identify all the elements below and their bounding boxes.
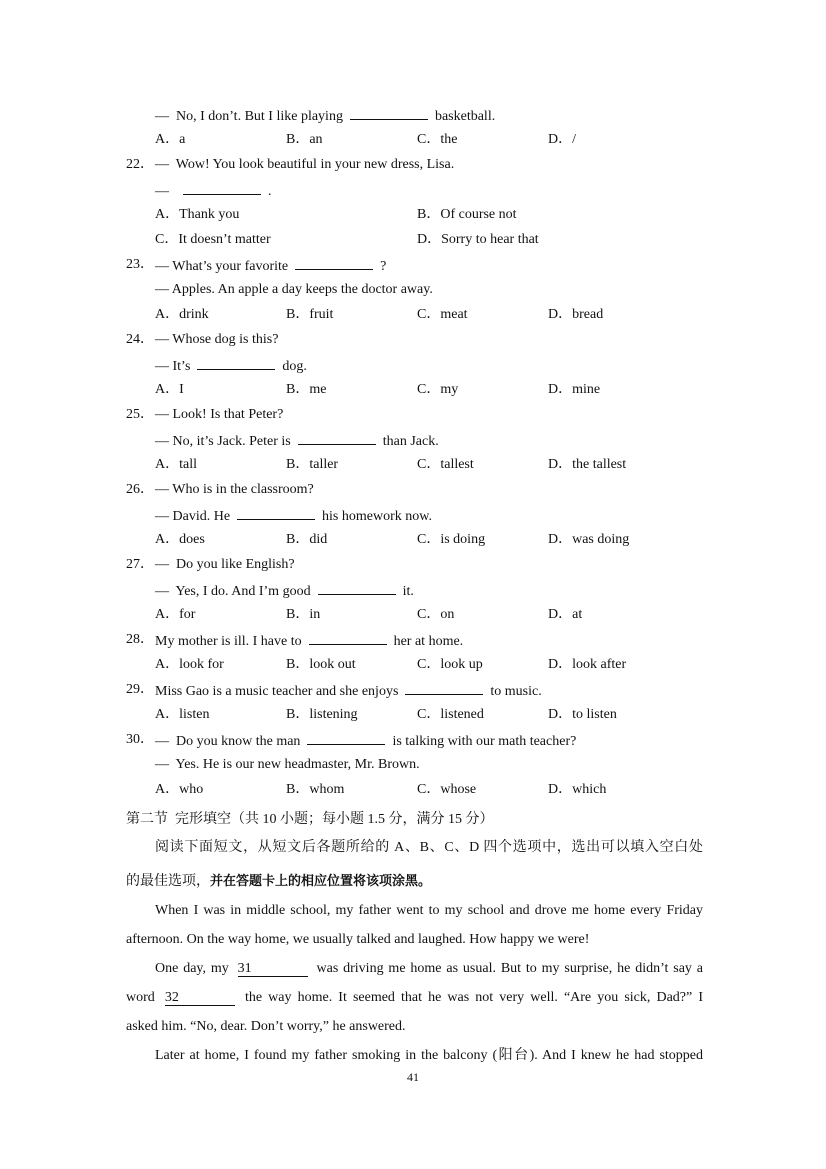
answer-option: A．for <box>155 607 196 622</box>
text-segment: than Jack. <box>382 434 439 449</box>
question-text <box>155 755 420 775</box>
answer-option: C．listened <box>417 707 484 722</box>
text-segment: When I was in middle school, my father went to my school and drove me home every Friday <box>155 903 703 918</box>
text-segment: her at home. <box>393 634 464 649</box>
text-segment: — Do you know the man <box>155 734 301 749</box>
passage-line <box>155 1046 703 1066</box>
answer-option: A．Thank you <box>155 207 240 222</box>
answer-blank <box>237 505 315 520</box>
text-segment: — Whose dog is this? <box>155 332 279 347</box>
page-number: 41 <box>407 1070 419 1084</box>
instruction-emphasis: 并在答题卡上的相应位置将该项涂黑。 <box>210 874 432 889</box>
answer-option: A．tall <box>155 457 197 472</box>
question-text <box>155 255 386 277</box>
text-segment: — Do you like English? <box>155 557 295 572</box>
text-segment: — No, it’s Jack. Peter is <box>155 434 291 449</box>
text-segment: — Yes. He is our new headmaster, Mr. Brown. <box>155 757 420 772</box>
question-number: 26． <box>126 482 154 497</box>
text-segment: — Look! Is that Peter? <box>155 407 284 422</box>
text-segment: ? <box>380 259 387 274</box>
text-segment: word <box>126 990 161 1005</box>
answer-option: B．in <box>286 607 321 622</box>
answer-option: C．It doesn’t matter <box>155 232 271 247</box>
question-number: 29． <box>126 682 154 697</box>
answer-option: D．to listen <box>548 707 617 722</box>
text-segment: . <box>268 184 272 199</box>
passage-line <box>155 959 703 979</box>
text-segment: — Wow! You look beautiful in your new dress, Lisa. <box>155 157 455 172</box>
text-segment: the way home. It seemed that he was not very well. “Are you sick, Dad?” I <box>238 990 703 1005</box>
question-text <box>155 355 307 377</box>
answer-blank <box>405 680 483 695</box>
answer-option: C．meat <box>417 307 468 322</box>
answer-blank <box>183 180 261 195</box>
answer-blank <box>309 630 387 645</box>
question-text <box>155 430 439 452</box>
answer-option: B．fruit <box>286 307 334 322</box>
answer-option: D．/ <box>548 132 576 147</box>
text-segment: — Yes, I do. And I’m good <box>155 584 311 599</box>
text-segment: — Who is in the classroom? <box>155 482 314 497</box>
answer-option: B．taller <box>286 457 339 472</box>
answer-option: C．look up <box>417 657 483 672</box>
answer-option: B．whom <box>286 782 345 797</box>
answer-option: C．is doing <box>417 532 486 547</box>
question-text <box>155 105 495 127</box>
section-heading: 第二节 完形填空（共 10 小题；每小题 1.5 分，满分 15 分） <box>126 812 494 827</box>
answer-option: A．I <box>155 382 184 397</box>
text-segment: — No, I don’t. But I like playing <box>155 109 343 124</box>
text-segment: his homework now. <box>322 509 432 524</box>
text-segment: My mother is ill. I have to <box>155 634 302 649</box>
answer-option: A．listen <box>155 707 210 722</box>
text-segment: — David. He <box>155 509 231 524</box>
answer-blank <box>350 105 428 120</box>
answer-option: D．bread <box>548 307 604 322</box>
text-segment: asked him. “No, dear. Don’t worry,” he answered. <box>126 1019 406 1034</box>
text-segment: is talking with our math teacher? <box>392 734 577 749</box>
answer-option: B．listening <box>286 707 358 722</box>
passage-line <box>126 930 703 950</box>
answer-option: D．was doing <box>548 532 630 547</box>
question-text <box>155 280 433 300</box>
text-segment: Miss Gao is a music teacher and she enjoys <box>155 684 399 699</box>
passage-line <box>126 988 703 1008</box>
instruction-line <box>126 870 431 890</box>
answer-blank <box>298 430 376 445</box>
answer-blank <box>318 580 396 595</box>
question-number: 27． <box>126 557 154 572</box>
answer-option: D．look after <box>548 657 627 672</box>
text-segment: dog. <box>282 359 307 374</box>
question-text <box>155 680 542 702</box>
text-segment: basketball. <box>434 109 496 124</box>
question-text <box>155 730 576 752</box>
answer-option: A．drink <box>155 307 209 322</box>
answer-option: C．on <box>417 607 455 622</box>
answer-option: C．tallest <box>417 457 474 472</box>
question-text <box>155 580 414 602</box>
text-segment: — <box>155 184 176 199</box>
question-text <box>155 630 463 652</box>
question-number: 30． <box>126 732 154 747</box>
text-segment: — It’s <box>155 359 191 374</box>
answer-option: A．look for <box>155 657 224 672</box>
text-segment: One day, my <box>155 961 234 976</box>
question-number: 22． <box>126 157 154 172</box>
question-text <box>155 330 278 350</box>
text-segment: — Apples. An apple a day keeps the doctor away. <box>155 282 433 297</box>
answer-option: D．at <box>548 607 583 622</box>
answer-option: D．mine <box>548 382 601 397</box>
question-number: 28． <box>126 632 154 647</box>
text-segment: afternoon. On the way home, we usually talked and laughed. How happy we were! <box>126 932 590 947</box>
passage-line <box>155 901 703 921</box>
answer-option: D．which <box>548 782 607 797</box>
answer-option: C．my <box>417 382 459 397</box>
answer-option: B．Of course not <box>417 207 517 222</box>
question-number: 24． <box>126 332 154 347</box>
text-segment: — What’s your favorite <box>155 259 289 274</box>
answer-option: D．Sorry to hear that <box>417 232 539 247</box>
answer-option: A．who <box>155 782 204 797</box>
text-segment: to music. <box>490 684 542 699</box>
cloze-blank: 31 <box>238 962 308 977</box>
answer-option: A．a <box>155 132 186 147</box>
question-text <box>155 405 283 425</box>
answer-option: B．look out <box>286 657 356 672</box>
answer-option: C．whose <box>417 782 477 797</box>
instruction-text: 的最佳选项， <box>126 874 210 889</box>
question-number: 23． <box>126 257 154 272</box>
question-text <box>155 555 295 575</box>
cloze-blank: 32 <box>165 991 235 1006</box>
passage-line <box>126 1017 703 1037</box>
question-text <box>155 480 314 500</box>
question-text <box>155 155 454 175</box>
text-segment: Later at home, I found my father smoking in the balcony (阳台). And I knew he had stopped <box>155 1048 703 1063</box>
question-text <box>155 180 272 202</box>
question-text <box>155 505 432 527</box>
text-segment: was driving me home as usual. But to my surprise, he didn’t say a <box>311 961 703 976</box>
answer-option: B．did <box>286 532 328 547</box>
answer-option: B．me <box>286 382 327 397</box>
answer-blank <box>295 255 373 270</box>
answer-option: C．the <box>417 132 458 147</box>
answer-blank <box>197 355 275 370</box>
answer-option: B．an <box>286 132 323 147</box>
answer-option: D．the tallest <box>548 457 627 472</box>
text-segment: it. <box>402 584 414 599</box>
answer-blank <box>307 730 385 745</box>
question-number: 25． <box>126 407 154 422</box>
answer-option: A．does <box>155 532 205 547</box>
instruction-line: 阅读下面短文，从短文后各题所给的 A、B、C、D 四个选项中，选出可以填入空白处 <box>155 840 703 855</box>
